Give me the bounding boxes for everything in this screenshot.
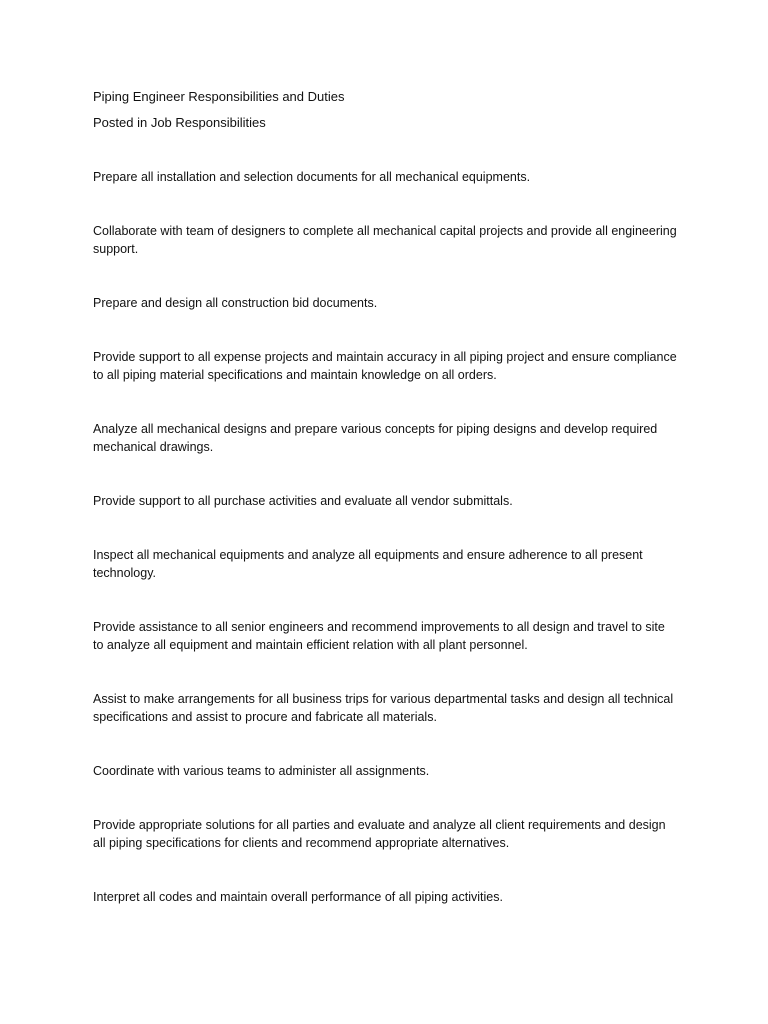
list-item: Provide assistance to all senior engineers and recommend improvements to all design and travel to site to analyze all equipment and maintain efficient relation with all plant personnel. (93, 620, 665, 652)
list-item: Collaborate with team of designers to complete all mechanical capital projects and provide all engineering support. (93, 224, 677, 256)
list-item: Provide support to all expense projects and maintain accuracy in all piping project and ensure compliance to all piping material specifications and maintain knowledge on all orders. (93, 350, 677, 382)
list-item: Inspect all mechanical equipments and analyze all equipments and ensure adherence to all present technology. (93, 548, 643, 580)
list-item: Coordinate with various teams to administer all assignments. (93, 764, 430, 778)
list-item: Assist to make arrangements for all business trips for various departmental tasks and design all technical specifications and assist to procure and fabricate all materials. (93, 692, 674, 724)
document-title: Piping Engineer Responsibilities and Duties (93, 89, 345, 104)
list-item: Analyze all mechanical designs and prepare various concepts for piping designs and develop required mechanical drawings. (93, 422, 658, 454)
responsibilities-list (93, 168, 678, 942)
list-item: Interpret all codes and maintain overall performance of all piping activities. (93, 890, 503, 904)
list-item: Prepare and design all construction bid documents. (93, 296, 378, 310)
list-item: Provide appropriate solutions for all parties and evaluate and analyze all client requirements and design all piping specifications for clients and recommend appropriate alternatives. (93, 818, 666, 850)
list-item: Prepare all installation and selection documents for all mechanical equipments. (93, 170, 531, 184)
document-subtitle: Posted in Job Responsibilities (93, 115, 266, 130)
list-item: Provide support to all purchase activities and evaluate all vendor submittals. (93, 494, 513, 508)
